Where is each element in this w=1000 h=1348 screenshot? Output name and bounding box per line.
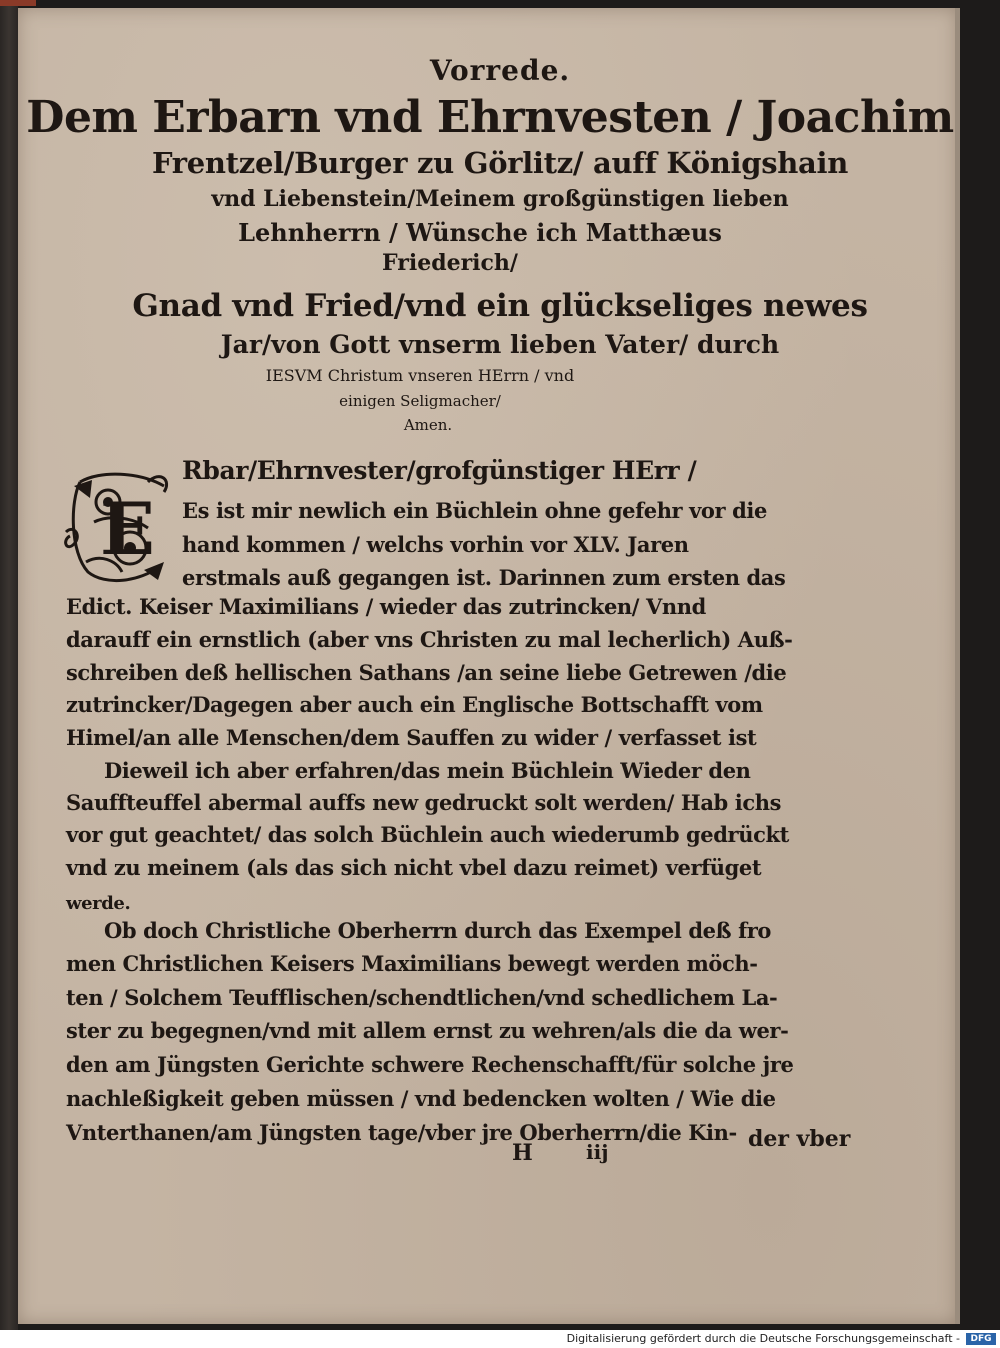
greeting-line-3: IESVM Christum vnseren HErrn / vnd <box>265 366 575 385</box>
body-line: ten / Solchem Teufflischen/schendtlichen/vnd schedlichem La- <box>66 985 778 1010</box>
body-line: Rbar/Ehrnvester/grofgünstiger HErr / <box>182 456 697 485</box>
body-line: Ob doch Christliche Oberherrn durch das Exempel deß fro <box>104 918 771 943</box>
body-line: erstmals auß gegangen ist. Darinnen zum ersten das <box>182 565 786 590</box>
body-line: Dieweil ich aber erfahren/das mein Büchlein Wieder den <box>104 758 751 783</box>
decorated-initial-icon <box>60 462 176 588</box>
greeting-line-1: Gnad vnd Fried/vnd ein glückseliges newes <box>132 288 868 324</box>
page-number: iij <box>586 1140 609 1164</box>
page-title: Vorrede. <box>429 54 571 87</box>
body-line: nachleßigkeit geben müssen / vnd bedencken wolten / Wie die <box>66 1086 776 1111</box>
body-line: werde. <box>66 893 131 914</box>
body-line: ster zu begegnen/vnd mit allem ernst zu wehren/als die da wer- <box>66 1018 789 1043</box>
top-color-mark <box>0 0 36 6</box>
svg-text:E: E <box>100 486 155 571</box>
footer-credit: Digitalisierung gefördert durch die Deutsche Forschungsgemeinschaft - <box>566 1332 960 1345</box>
dedication-line-1: Dem Erbarn vnd Ehrnvesten / Joachim <box>26 92 954 143</box>
dedication-line-2: Frentzel/Burger zu Görlitz/ auff Königshain <box>151 146 849 180</box>
body-line: vor gut geachtet/ das solch Büchlein auch wiederumb gedrückt <box>66 822 789 847</box>
signature-mark: H <box>512 1140 533 1166</box>
body-line: schreiben deß hellischen Sathans /an seine liebe Getrewen /die <box>66 660 787 685</box>
body-line: hand kommen / welchs vorhin vor XLV. Jaren <box>182 532 689 557</box>
greeting-line-2: Jar/von Gott vnserm lieben Vater/ durch <box>220 330 780 359</box>
body-line: darauff ein ernstlich (aber vns Christen zu mal lecherlich) Auß- <box>66 627 793 652</box>
body-line: den am Jüngsten Gerichte schwere Rechenschafft/für solche jre <box>66 1052 794 1077</box>
catchword: der vber <box>748 1126 851 1152</box>
greeting-line-4: einigen Seligmacher/ <box>339 392 501 410</box>
dedication-line-5: Friederich/ <box>382 250 518 276</box>
body-line: Sauffteuffel abermal auffs new gedruckt solt werden/ Hab ichs <box>66 790 781 815</box>
greeting-line-5: Amen. <box>403 416 453 434</box>
dedication-line-3: vnd Liebenstein/Meinem großgünstigen lieben <box>211 186 789 212</box>
body-line: Es ist mir newlich ein Büchlein ohne gefehr vor die <box>182 498 767 523</box>
body-line: Himel/an alle Menschen/dem Sauffen zu wider / verfasset ist <box>66 725 757 750</box>
body-line: vnd zu meinem (als das sich nicht vbel dazu reimet) verfüget <box>66 855 762 880</box>
body-line: zutrincker/Dagegen aber auch ein Englische Bottschafft vom <box>66 692 763 717</box>
dedication-line-4: Lehnherrn / Wünsche ich Matthæus <box>238 218 722 247</box>
body-line: Edict. Keiser Maximilians / wieder das zutrincken/ Vnnd <box>66 594 706 619</box>
body-line: men Christlichen Keisers Maximilians bewegt werden möch- <box>66 951 758 976</box>
body-line: Vnterthanen/am Jüngsten tage/vber jre Oberherrn/die Kin- <box>66 1120 737 1145</box>
dfg-logo: DFG <box>966 1333 996 1345</box>
